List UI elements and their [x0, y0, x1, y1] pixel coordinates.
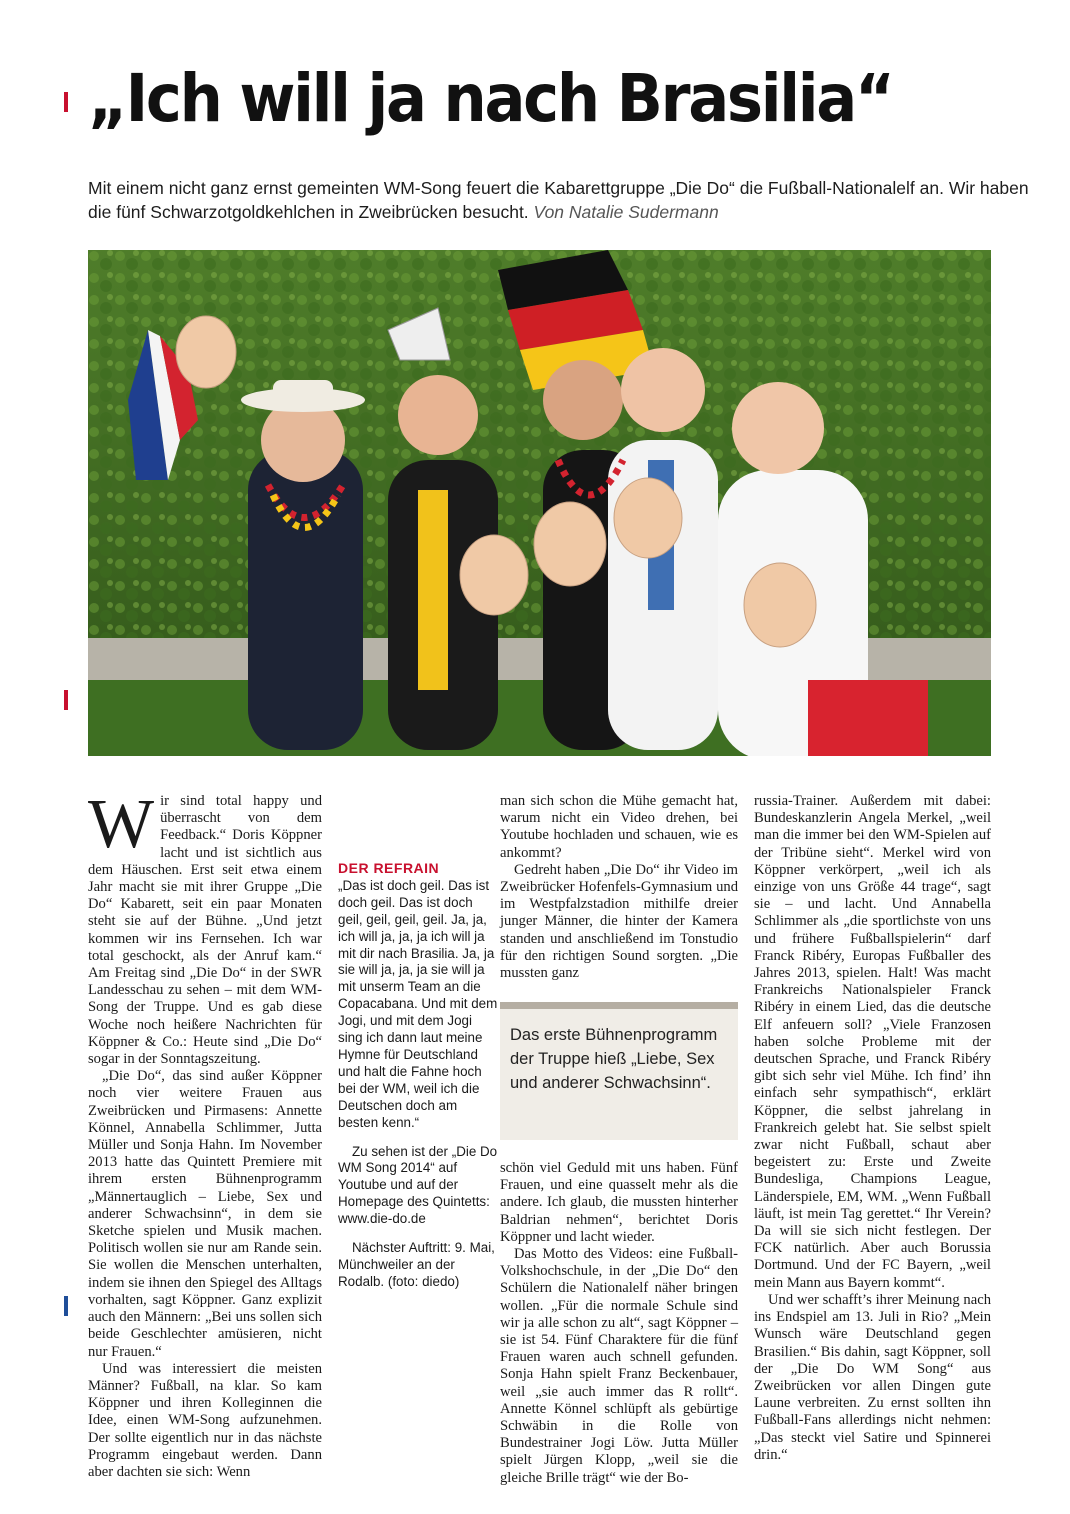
byline: Von Natalie Sudermann — [533, 202, 719, 222]
paragraph: Gedreht haben „Die Do“ ihr Video im Zweibrücker Hofenfels-Gymnasium und im Westpfalzstadion mithilfe dreier junger Männer, die hinter der Kamera standen und anschließend im Tonstudio für den richtigen Sound sorgten. „Die mussten ganz — [500, 861, 738, 982]
paragraph: man sich schon die Mühe gemacht hat, warum nicht ein Video drehen, bei Youtube hochladen und schauen, wie es ankommt? — [500, 793, 738, 861]
refrain-box — [338, 860, 498, 1303]
pull-quote-text: Das erste Bühnenprogramm der Truppe hieß „Liebe, Sex und anderer Schwachsinn“. — [510, 1026, 718, 1092]
margin-mark-blue — [64, 1296, 68, 1316]
paragraph: Und was interessiert die meisten Männer? Fußball, na klar. So kam Köppner und ihren Kolleginnen die Idee, einen WM-Song aufzunehmen. Der sollte eigentlich nur in das nächste Programm eingebaut werden. Dann aber dachten sie sich: Wenn — [88, 1360, 322, 1480]
refrain-next-show: Nächster Auftritt: 9. Mai, Münchweiler an der Rodalb. (foto: diedo) — [338, 1240, 495, 1289]
article-column-1 — [88, 786, 322, 1481]
paragraph: „Die Do“, das sind außer Köppner noch vier weitere Frauen aus Zweibrücken und Pirmasens: Annette Könnel, Annabella Schlimmer, Jutta Müller und Sonja Hahn. Im November 2013 hatte das Quintett Premiere mit ihrem ersten Bühnenprogramm „Männertauglich – Liebe, Sex und anderer Schwachsinn“, in dem sie Sketche spielen und Musik machen. Politisch wollen sie nur am Rande sein. Sie wollen die Menschen unterhalten, indem sie ihnen den Spiegel des Alltags vorhalten, sagt Köppner. Ganz explizit auch den Männern: „Bei uns sollen sich beide Geschlechter amüsieren, nicht nur Frauen.“ — [88, 1068, 322, 1360]
refrain-lyrics: „Das ist doch geil. Das ist doch geil. Das ist doch geil, geil, geil, geil. Ja, ja, ich will ja, ja, ja ich will ja mit dir nach Brasilia. Ja, ja sie will ja, ja, ja sie will ja mit unserm Team an die Copacabana. Und mit dem Jogi, und mit dem Jogi sing ich dann laut meine Hymne für Deutschland und halt die Fahne hoch bei der WM, weil ich die Deutschen doch am besten kenn.“ — [338, 877, 498, 1130]
paragraph: Und wer schafft’s ihrer Meinung nach ins Endspiel am 13. Juli in Rio? „Mein Wunsch wäre Deutschland gegen Brasilien.“ Bis dahin, sagt Köppner, soll der „Die Do WM Song“ aus Zweibrücken vor allen Dingen gute Laune verbreiten. Zu ernst sollten ihn Fußball-Fans allerdings nicht nehmen: „Das steckt viel Satire und Spinnerei drin.“ — [754, 1291, 991, 1463]
paragraph: schön viel Geduld mit uns haben. Fünf Frauen, und eine quasselt mehr als die andere. Ich glaub, die mussten hinterher Baldrian nehmen“, berichtet Doris Köppner und lacht wieder. — [500, 1160, 738, 1245]
paragraph: russia-Trainer. Außerdem mit dabei: Bundeskanzlerin Angela Merkel, „weil man die immer bei den WM-Spielen auf der Tribüne sieht“. Merkel wird von Köppner verkörpert, „weil ich als einzige von uns Größe 44 trage“, sagt sie – und lacht. Und Annabella Schlimmer als „die sportlichste von uns und frühere Fußballspielerin“ darf Franck Ribéry, Europas Fußballer des Jahres 2013, spielen. Halt! Was macht Frankreichs Nationalspieler Franck Ribéry in einem Lied, das die deutsche Elf anfeuern soll? „Viele Franzosen haben solche Probleme mit der deutschen Sprache, und Franck Ribéry gibt sich sehr viel Mühe. Ich find’ ihn einfach sehr sympathisch“, erklärt Köppner, die selbst jahrelang in Frankreich gelebt hat. Sie selbst spielt zwar nicht Fußball, schaut aber begeistert zu: Erste und Zweite Bundesliga, Champions League, Länderspiele, EM, WM. „Wenn Fußball läuft, ist mein Tag gerettet.“ Ihr Verein? Da will sie sich nicht festlegen. Der FCK natürlich. Aber auch Borussia Dortmund. Und der FC Bayern, „weil mein Mann aus Bayern kommt“. — [754, 793, 991, 1291]
article-photo — [88, 250, 991, 756]
margin-mark-red — [64, 92, 68, 112]
deck — [88, 176, 1048, 224]
refrain-title: DER REFRAIN — [338, 860, 440, 876]
dropcap: W — [88, 786, 155, 863]
article-column-3-continued — [500, 1160, 738, 1487]
headline: „Ich will ja nach Brasilia“ — [88, 60, 893, 137]
article-column-3 — [500, 793, 738, 982]
refrain-info: Zu sehen ist der „Die Do WM Song 2014“ auf Youtube und auf der Homepage des Quintetts: www.die-do.de — [338, 1143, 498, 1227]
article-column-4 — [754, 793, 991, 1464]
margin-mark-red — [64, 690, 68, 710]
paragraph: Das Motto des Videos: eine Fußball-Volkshochschule, in der „Die Do“ den Schülern die Nationalelf näher bringen wollen. „Für die normale Schule sind wir ja alle schon zu alt“, sagt Köppner – sie ist 54. Fünf Charaktere für die fünf Frauen waren auch schnell gefunden. Sonja Hahn spielt Franz Beckenbauer, weil „sie auch immer das R rollt“. Annette Könnel schlüpft als gebürtige Schwäbin in die Rolle von Bundestrainer Jogi Löw. Jutta Müller spielt Jürgen Klopp, „weil sie die gleiche Brille trägt“ wie der Bo- — [500, 1246, 738, 1486]
paragraph: ir sind total happy und überrascht von dem Feedback.“ Doris Köppner lacht und ist sichtlich aus dem Häuschen. Erst seit etwa einem Jahr macht sie mit ihrer Gruppe „Die Do“ Kabarett, seit ein paar Monaten steht sie auf der Bühne. „Und jetzt kommen wir ins Fernsehen. Ich war total geschockt, als der Anruf kam.“ Am Freitag sind „Die Do“ in der SWR Landesschau zu sehen – mit dem WM-Song der Truppe. Und es gab diese Woche noch heißere Nachrichten für Köppner & Co.: Heute sind „Die Do“ sogar in der Sonntagszeitung. — [88, 793, 322, 1068]
deck-text: Mit einem nicht ganz ernst gemeinten WM-Song feuert die Kabarettgruppe „Die Do“ die Fußball-Nationalelf an. Wir haben die fünf Schwarzotgoldkehlchen in Zweibrücken besucht. — [88, 178, 1029, 222]
pull-quote — [500, 1002, 738, 1140]
